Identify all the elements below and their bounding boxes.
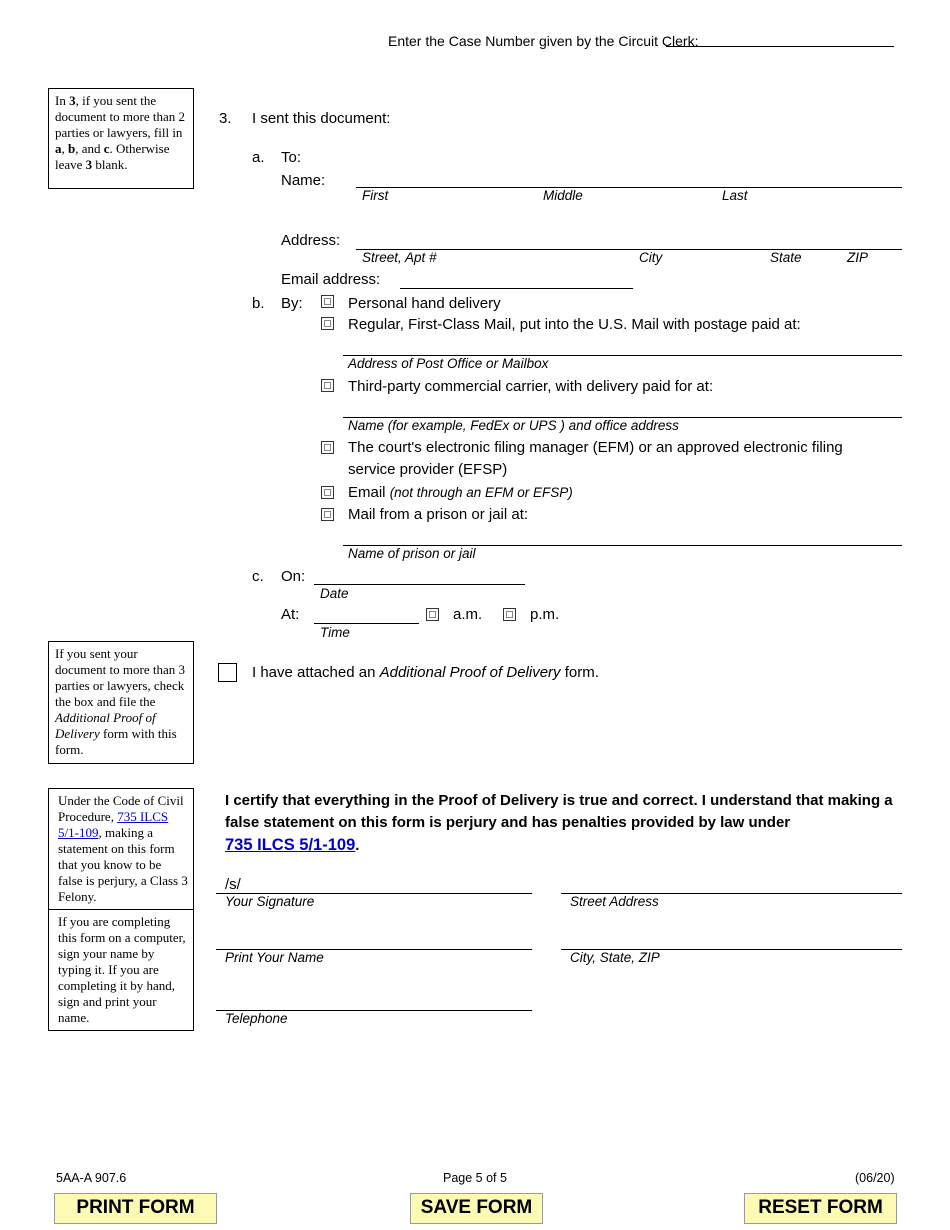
mail-address-caption: Address of Post Office or Mailbox xyxy=(348,356,549,371)
to-label: To: xyxy=(281,149,302,166)
email-delivery-checkbox[interactable] xyxy=(321,486,334,499)
date-caption: Date xyxy=(320,586,349,601)
city-state-zip-caption: City, State, ZIP xyxy=(570,950,660,965)
prison-caption: Name of prison or jail xyxy=(348,546,476,561)
email-delivery-label: Email (not through an EFM or EFSP) xyxy=(348,484,573,501)
certification-statement: I certify that everything in the Proof of Delivery is true and correct. I understand that making a false statement on this form is perjury and has penalties provided by law under 735 ILCS 5/1-109. xyxy=(225,792,893,854)
caption-first: First xyxy=(362,188,389,203)
sidebar-note-section3: In 3, if you sent the document to more than 2 parties or lawyers, fill in a, b, and c. Otherwise leave 3 blank. xyxy=(48,88,194,189)
mail-checkbox[interactable] xyxy=(321,317,334,330)
carrier-caption: Name (for example, FedEx or UPS ) and office address xyxy=(348,418,679,433)
signature-prefix: /s/ xyxy=(225,876,241,893)
by-label: By: xyxy=(281,295,303,312)
reset-form-button[interactable]: RESET FORM xyxy=(744,1193,897,1224)
item-c-letter: c. xyxy=(252,568,264,585)
address-input[interactable] xyxy=(358,231,898,249)
efm-label-line2: service provider (EFSP) xyxy=(348,461,508,478)
email-label: Email address: xyxy=(281,271,381,288)
signature-input[interactable] xyxy=(246,874,530,892)
prison-label: Mail from a prison or jail at: xyxy=(348,506,529,523)
additional-proof-label: I have attached an Additional Proof of Delivery form. xyxy=(252,664,599,681)
case-number-label: Enter the Case Number given by the Circuit Clerk: xyxy=(388,33,699,49)
carrier-label: Third-party commercial carrier, with delivery paid for at: xyxy=(348,378,714,395)
caption-state: State xyxy=(770,250,802,265)
efm-label-line1: The court's electronic filing manager (EFM) or an approved electronic filing xyxy=(348,439,843,456)
section-title: I sent this document: xyxy=(252,110,391,127)
am-checkbox[interactable] xyxy=(426,608,439,621)
save-form-button[interactable]: SAVE FORM xyxy=(410,1193,543,1224)
date-underline xyxy=(314,584,525,585)
at-label: At: xyxy=(281,606,300,623)
caption-zip: ZIP xyxy=(847,250,869,265)
mail-address-input[interactable] xyxy=(346,337,899,355)
email-input[interactable] xyxy=(402,270,631,288)
pm-checkbox[interactable] xyxy=(503,608,516,621)
time-caption: Time xyxy=(320,625,350,640)
time-input[interactable] xyxy=(316,605,417,623)
street-address-caption: Street Address xyxy=(570,894,659,909)
case-number-input[interactable] xyxy=(666,29,894,47)
telephone-caption: Telephone xyxy=(225,1011,288,1026)
page-number: Page 5 of 5 xyxy=(443,1171,507,1185)
print-name-caption: Print Your Name xyxy=(225,950,324,965)
certification-statute-link[interactable]: 735 ILCS 5/1-109 xyxy=(225,836,356,854)
sidebar-note-perjury: Under the Code of Civil Procedure, 735 ILCS 5/1-109, making a statement on this form that you know to be false is perjury, a Class 3 Felony. xyxy=(48,788,194,910)
print-name-input[interactable] xyxy=(218,930,530,948)
item-a-letter: a. xyxy=(252,149,265,166)
efm-checkbox[interactable] xyxy=(321,441,334,454)
carrier-checkbox[interactable] xyxy=(321,379,334,392)
print-form-button[interactable]: PRINT FORM xyxy=(54,1193,217,1224)
hand-delivery-label: Personal hand delivery xyxy=(348,295,501,312)
form-code: 5AA-A 907.6 xyxy=(56,1171,127,1185)
time-underline xyxy=(314,623,419,624)
section-number: 3. xyxy=(219,110,232,127)
name-label: Name: xyxy=(281,172,326,189)
caption-middle: Middle xyxy=(543,188,583,203)
address-label: Address: xyxy=(281,232,341,249)
pm-label: p.m. xyxy=(530,606,560,623)
date-input[interactable] xyxy=(316,566,523,584)
address-underline xyxy=(356,249,902,250)
perjury-statute-link[interactable]: 735 ILCS 5/1-109 xyxy=(58,809,169,840)
sidebar-note-additional-proof: If you sent your document to more than 3 parties or lawyers, check the box and file the Additional Proof of Delivery form with this form. xyxy=(48,641,194,764)
prison-input[interactable] xyxy=(346,527,899,545)
carrier-input[interactable] xyxy=(346,399,899,417)
email-underline xyxy=(400,288,633,289)
mail-label: Regular, First-Class Mail, put into the U.S. Mail with postage paid at: xyxy=(348,316,801,333)
hand-delivery-checkbox[interactable] xyxy=(321,295,334,308)
signature-caption: Your Signature xyxy=(225,894,315,909)
name-underline xyxy=(356,187,902,188)
street-address-input[interactable] xyxy=(563,874,900,892)
item-b-letter: b. xyxy=(252,295,265,312)
caption-last: Last xyxy=(722,188,748,203)
sidebar-note-signature: If you are completing this form on a computer, sign your name by typing it. If you are completing it by hand, sign and print your name. xyxy=(48,909,194,1031)
city-state-zip-input[interactable] xyxy=(563,930,900,948)
name-input[interactable] xyxy=(358,169,898,187)
telephone-input[interactable] xyxy=(218,991,530,1009)
prison-checkbox[interactable] xyxy=(321,508,334,521)
on-label: On: xyxy=(281,568,306,585)
additional-proof-checkbox[interactable] xyxy=(218,663,237,682)
caption-city: City xyxy=(639,250,663,265)
am-label: a.m. xyxy=(453,606,483,623)
caption-street: Street, Apt # xyxy=(362,250,437,265)
form-date: (06/20) xyxy=(855,1171,895,1185)
